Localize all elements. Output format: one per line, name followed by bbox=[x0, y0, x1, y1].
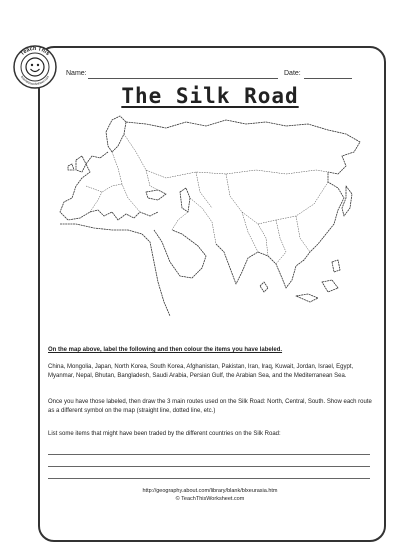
answer-line[interactable] bbox=[48, 478, 370, 479]
answer-line[interactable] bbox=[48, 454, 370, 455]
country-list: China, Mongolia, Japan, North Korea, South Korea, Afghanistan, Pakistan, Iran, Iraq, Kuwait, Jordan, Israel, Egypt, Myanmar, Nepal, Bhutan, Bangladesh, Saudi Arabia, Persian Gulf, the Arabian Sea, and the Mediterranean Sea. bbox=[48, 364, 354, 379]
blank-eurasia-map bbox=[46, 112, 376, 320]
source-url: http://geography.about.com/library/blank/blxeurasia.htm bbox=[142, 488, 278, 494]
date-label: Date: bbox=[284, 70, 301, 77]
copyright: © TeachThisWorksheet.com bbox=[175, 496, 245, 502]
routes-instruction: Once you have those labeled, then draw the 3 main routes used on the Silk Road: North, Central, South. Show each route as a different symbol on the map (straight line, dotted line, etc.) bbox=[48, 399, 372, 414]
trade-instruction: List some items that might have been traded by the different countries on the Silk Road: bbox=[48, 431, 281, 437]
logo-ring-text-bottom: teachthisworksheet.com bbox=[20, 74, 51, 87]
date-field[interactable] bbox=[304, 78, 352, 79]
name-field[interactable] bbox=[88, 78, 278, 79]
instructions-heading: On the map above, label the following and then colour the items you have labeled. bbox=[48, 347, 283, 353]
page-title: The Silk Road bbox=[121, 84, 299, 108]
teach-this-logo bbox=[12, 44, 58, 90]
smiley-face-icon bbox=[26, 58, 44, 76]
logo-ring-text: Teach This bbox=[19, 45, 51, 58]
answer-line[interactable] bbox=[48, 466, 370, 467]
name-date-row bbox=[66, 70, 366, 82]
name-label: Name: bbox=[66, 70, 87, 77]
